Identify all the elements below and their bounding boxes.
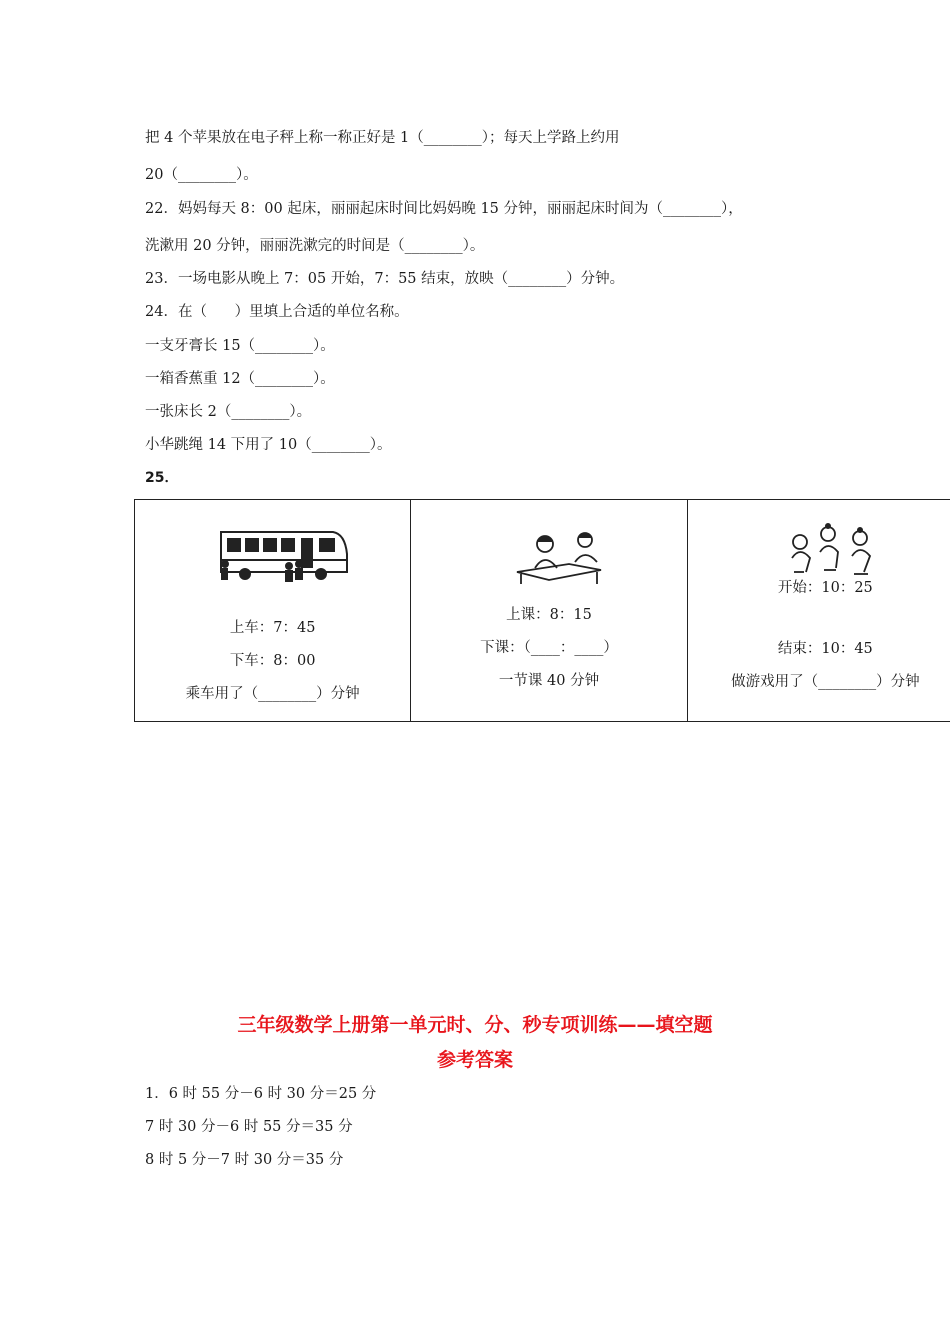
- class-start-time: 上课：8：15: [506, 607, 592, 623]
- bus-alight-time: 下车：8：00: [229, 653, 316, 669]
- game-duration: 做游戏用了（________）分钟: [731, 674, 920, 690]
- children-playing-icon: [784, 522, 880, 578]
- question-24-item-3: 一张床长 2（________）。: [145, 404, 312, 420]
- bus-board-time: 上车：7：45: [229, 620, 316, 636]
- question-22-line-1: 22．妈妈每天 8：00 起床，丽丽起床时间比妈妈晚 15 分钟，丽丽起床时间为（________），: [145, 201, 743, 217]
- answer-line-1: 1．6 时 55 分－6 时 30 分＝25 分: [145, 1086, 377, 1102]
- question-25-label: 25．: [145, 470, 179, 486]
- question-25-table: [134, 499, 950, 722]
- game-end-time: 结束：10：45: [777, 641, 873, 657]
- class-end-time: 下课：（____：____）: [480, 640, 618, 656]
- question-22-line-2: 洗漱用 20 分钟，丽丽洗漱完的时间是（________）。: [145, 238, 485, 254]
- question-24: 24．在（ ）里填上合适的单位名称。: [145, 304, 409, 320]
- question-24-item-2: 一箱香蕉重 12（________）。: [145, 371, 335, 387]
- question-24-item-4: 小华跳绳 14 下用了 10（________）。: [145, 437, 392, 453]
- class-duration: 一节课 40 分钟: [498, 673, 600, 689]
- classroom-icon: [513, 528, 609, 584]
- bus-ride-duration: 乘车用了（________）分钟: [185, 686, 360, 702]
- question-24-item-1: 一支牙膏长 15（________）。: [145, 338, 335, 354]
- question-23: 23．一场电影从晚上 7：05 开始，7：55 结束，放映（________）分钟。: [145, 271, 625, 287]
- table-cell-game: [687, 500, 950, 722]
- game-start-time: 开始：10：25: [777, 580, 873, 596]
- answer-section-title: 三年级数学上册第一单元时、分、秒专项训练——填空题: [237, 1014, 713, 1036]
- question-21-line-2: 20（________）。: [145, 167, 258, 183]
- question-21-line-1: 把 4 个苹果放在电子秤上称一称正好是 1（________）；每天上学路上约用: [145, 130, 620, 146]
- table-cell-class: [411, 500, 687, 722]
- answer-line-3: 8 时 5 分－7 时 30 分＝35 分: [145, 1152, 344, 1168]
- table-cell-bus: [135, 500, 411, 722]
- answer-section-subtitle: 参考答案: [436, 1049, 513, 1071]
- answer-line-2: 7 时 30 分－6 时 55 分＝35 分: [145, 1119, 353, 1135]
- bus-icon: [211, 526, 351, 584]
